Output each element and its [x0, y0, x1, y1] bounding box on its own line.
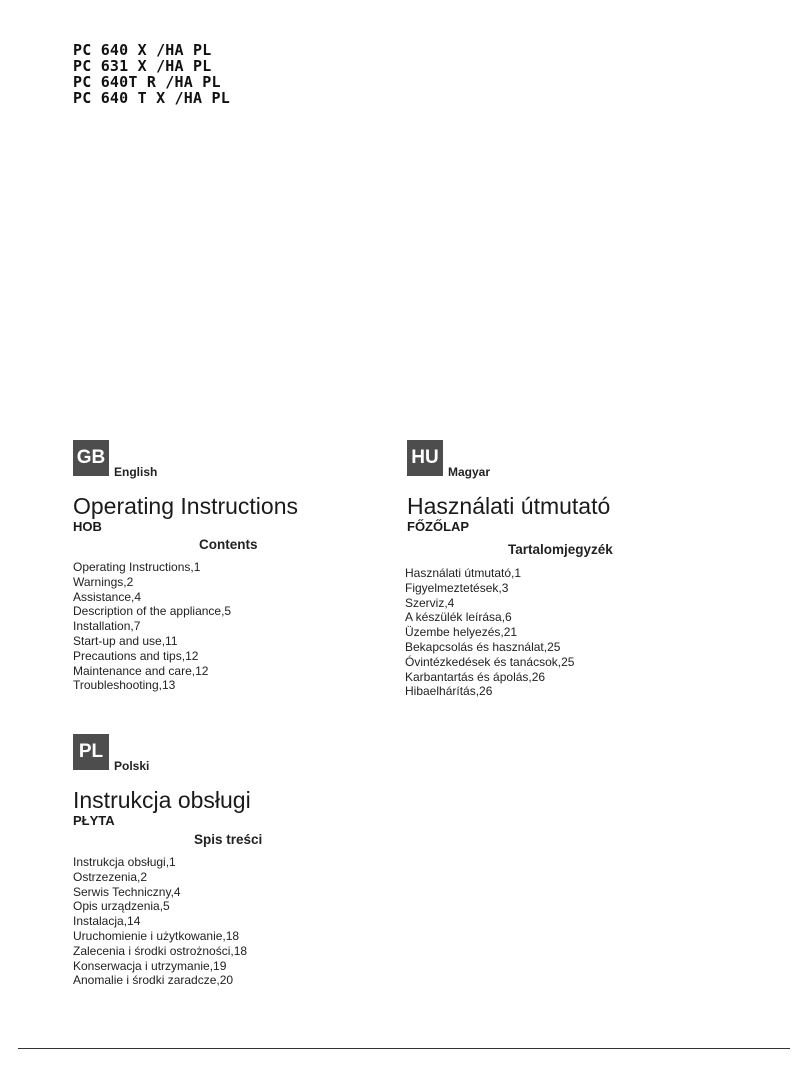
section-subtitle: HOB: [73, 519, 102, 534]
toc-item: Installation,7: [73, 619, 141, 634]
toc-item: Description of the appliance,5: [73, 604, 232, 619]
section-title: Instrukcja obsługi: [73, 787, 251, 813]
section-title: Operating Instructions: [73, 493, 299, 519]
table-of-contents: [73, 855, 373, 988]
model-number: PC 640 X /HA PL: [73, 41, 212, 59]
toc-item: Troubleshooting,13: [73, 678, 176, 693]
toc-item: Precautions and tips,12: [73, 648, 199, 663]
language-header: [407, 440, 707, 480]
toc-item: Bekapcsolás és használat,25: [405, 639, 561, 654]
toc-item: Hibaelhárítás,26: [405, 684, 493, 699]
toc-item: Start-up and use,11: [73, 633, 178, 648]
language-name: English: [114, 465, 158, 479]
language-header: [73, 440, 373, 480]
toc-item: Operating Instructions,1: [73, 560, 201, 574]
section-hungarian: [407, 440, 707, 699]
section-subtitle: PŁYTA: [73, 813, 115, 828]
toc-item: Óvintézkedések és tanácsok,25: [405, 654, 575, 669]
language-header: [73, 734, 373, 774]
toc-item: Serwis Techniczny,4: [73, 884, 181, 899]
toc-item: Uruchomienie i użytkowanie,18: [73, 928, 240, 943]
model-number: PC 640T R /HA PL: [73, 73, 221, 91]
toc-item: Használati útmutató,1: [405, 566, 522, 580]
toc-item: Instrukcja obsługi,1: [73, 855, 176, 869]
contents-heading: Tartalomjegyzék: [508, 542, 613, 557]
toc-item: Maintenance and care,12: [73, 663, 209, 678]
toc-item: A készülék leírása,6: [405, 610, 512, 625]
model-number: PC 640 T X /HA PL: [73, 89, 230, 107]
language-code-badge: PL: [73, 734, 109, 770]
toc-item: Figyelmeztetések,3: [405, 580, 509, 595]
model-list: [73, 42, 230, 106]
toc-item: Konserwacja i utrzymanie,19: [73, 958, 227, 973]
toc-item: Warnings,2: [73, 574, 134, 589]
toc-item: Anomalie i środki zaradcze,20: [73, 973, 234, 988]
toc-item: Szerviz,4: [405, 595, 455, 610]
section-title: Használati útmutató: [407, 493, 611, 519]
table-of-contents: [405, 566, 707, 699]
toc-item: Karbantartás és ápolás,26: [405, 669, 546, 684]
toc-item: Opis urządzenia,5: [73, 899, 170, 914]
model-number: PC 631 X /HA PL: [73, 57, 212, 75]
language-code-badge: GB: [73, 440, 109, 476]
section-polish: [73, 734, 373, 988]
language-name: Polski: [114, 759, 150, 773]
toc-item: Ostrzezenia,2: [73, 869, 148, 884]
toc-item: Üzembe helyezés,21: [405, 625, 518, 640]
section-english: [73, 440, 373, 693]
contents-heading: Contents: [199, 537, 258, 552]
contents-heading: Spis treści: [194, 832, 263, 847]
table-of-contents: [73, 560, 373, 693]
toc-item: Instalacja,14: [73, 914, 141, 929]
section-subtitle: FŐZŐLAP: [407, 519, 470, 534]
language-code-badge: HU: [407, 440, 443, 476]
toc-item: Assistance,4: [73, 589, 142, 604]
toc-item: Zalecenia i środki ostrożności,18: [73, 943, 248, 958]
footer-divider: [18, 1048, 790, 1049]
language-name: Magyar: [448, 465, 491, 479]
